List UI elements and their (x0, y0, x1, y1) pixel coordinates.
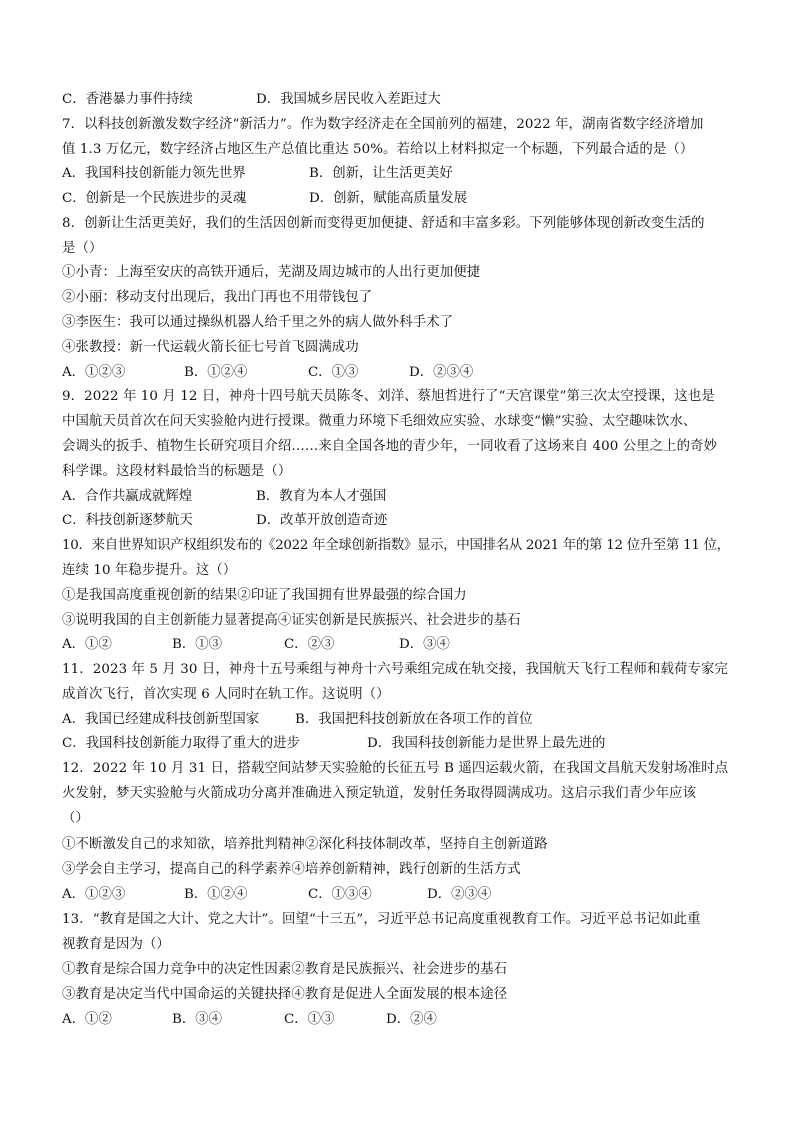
q10-option-a: A．①② (62, 637, 112, 652)
q8-item-1: ①小青：上海至安庆的高铁开通后，芜湖及周边城市的人出行更加便捷 (62, 265, 481, 280)
q8-option-d: D．②③④ (409, 365, 474, 380)
q9-stem-line-2: 中国航天员首次在问天实验舱内进行授课。微重力环境下毛细效应实验、水球变“懒”实验、太空趣味饮水、 (62, 414, 697, 429)
q8-option-b: B．①②④ (184, 365, 248, 380)
q7-stem-line-2: 值 1.3 万亿元，数字经济占地区生产总值比重达 50%。若给以上材料拟定一个标题，下列最合适的是（） (62, 142, 694, 157)
q11-option-a: A．我国已经建成科技创新型国家 (62, 712, 260, 727)
q10-stem-line-2: 连续 10 年稳步提升。这（） (62, 563, 237, 578)
q11-option-c: C．我国科技创新能力取得了重大的进步 (62, 736, 300, 751)
q10-stem-line-1: 10．来自世界知识产权组织发布的《2022 年全球创新指数》显示，中国排名从 2021 年的第 12 位升至第 11 位， (62, 538, 730, 553)
q8-item-3: ③李医生：我可以通过操纵机器人给千里之外的病人做外科手术了 (62, 315, 454, 330)
q9-option-a: A．合作共赢成就辉煌 (62, 489, 193, 504)
q9-option-b: B．教育为本人才强国 (256, 489, 387, 504)
q12-option-c: C．①③④ (308, 887, 372, 902)
q10-item-3-4: ③说明我国的自主创新能力显著提高④证实创新是民族振兴、社会进步的基石 (62, 613, 521, 628)
q12-item-3-4: ③学会自主学习，提高自己的科学素养④培养创新精神，践行创新的生活方式 (62, 862, 521, 877)
q8-stem-line-2: 是（） (62, 241, 103, 256)
q12-stem-line-1: 12．2022 年 10 月 31 日，搭载空间站梦天实验舱的长征五号 B 遥四运载火箭，在我国文昌航天发射场准时点 (62, 761, 729, 776)
q13-option-a: A．①② (62, 1012, 112, 1027)
q7-option-d: D．创新，赋能高质量发展 (309, 191, 468, 206)
q8-item-2: ②小丽：移动支付出现后，我出门再也不用带钱包了 (62, 290, 373, 305)
q12-option-a: A．①②③ (62, 887, 126, 902)
q13-option-b: B．③④ (172, 1012, 223, 1027)
q11-option-b: B．我国把科技创新放在各项工作的首位 (295, 712, 533, 727)
q9-option-c: C．科技创新逐梦航天 (62, 513, 193, 528)
q13-stem-line-1: 13．“教育是国之大计、党之大计”。回望“十三五”，习近平总书记高度重视教育工作。习近平总书记如此重 (62, 912, 701, 927)
q12-stem-line-3: （） (62, 811, 89, 826)
q12-option-d: D．②③④ (427, 887, 492, 902)
q10-item-1-2: ①是我国高度重视创新的结果②印证了我国拥有世界最强的综合国力 (62, 588, 467, 603)
q8-option-a: A．①②③ (62, 365, 126, 380)
q11-stem-line-1: 11．2023 年 5 月 30 日，神舟十五号乘组与神舟十六号乘组完成在轨交接，我国航天飞行工程师和载荷专家完 (62, 662, 728, 677)
q10-option-d: D．③④ (399, 637, 450, 652)
q10-option-c: C．②③ (284, 637, 335, 652)
q7-option-a: A．我国科技创新能力领先世界 (62, 166, 246, 181)
q7-stem-line-1: 7．以科技创新激发数字经济“新活力”。作为数字经济走在全国前列的福建，2022 年，湖南省数字经济增加 (62, 117, 704, 132)
q13-stem-line-2: 视教育是因为（） (62, 937, 170, 952)
q12-item-1-2: ①不断激发自己的求知欲，培养批判精神②深化科技体制改革，坚持自主创新道路 (62, 837, 548, 852)
q13-option-d: D．②④ (386, 1012, 437, 1027)
q9-stem-line-4: 科学课。这段材料最恰当的标题是（） (62, 464, 292, 479)
q12-stem-line-2: 火发射，梦天实验舱与火箭成功分离并准确进入预定轨道，发射任务取得圆满成功。这启示我们青少年应该 (62, 786, 697, 801)
q8-option-c: C．①③ (308, 365, 359, 380)
q11-stem-line-2: 成首次飞行，首次实现 6 人同时在轨工作。这说明（） (62, 687, 390, 702)
q8-item-4: ④张教授：新一代运载火箭长征七号首飞圆满成功 (62, 340, 359, 355)
q12-option-b: B．①②④ (184, 887, 248, 902)
q10-option-b: B．①③ (172, 637, 223, 652)
q13-item-1-2: ①教育是综合国力竞争中的决定性因素②教育是民族振兴、社会进步的基石 (62, 962, 508, 977)
q7-option-b: B．创新，让生活更美好 (309, 166, 453, 181)
q9-stem-line-1: 9．2022 年 10 月 12 日，神舟十四号航天员陈冬、刘洋、蔡旭哲进行了“天宫课堂”第三次太空授课，这也是 (62, 389, 715, 404)
q7-option-c: C．创新是一个民族进步的灵魂 (62, 191, 247, 206)
q9-option-d: D．改革开放创造奇迹 (256, 513, 388, 528)
q6-option-c: C．香港暴力事件持续 (62, 92, 193, 107)
q9-stem-line-3: 会调头的扳手、植物生长研究项目介绍……来自全国各地的青少年，一同收看了这场来自 400 公里之上的奇妙 (62, 439, 718, 454)
q13-item-3-4: ③教育是决定当代中国命运的关键抉择④教育是促进人全面发展的根本途径 (62, 987, 508, 1002)
q6-option-d: D．我国城乡居民收入差距过大 (256, 92, 441, 107)
q8-stem-line-1: 8．创新让生活更美好，我们的生活因创新而变得更加便捷、舒适和丰富多彩。下列能够体现创新改变生活的 (62, 216, 705, 231)
q11-option-d: D．我国科技创新能力是世界上最先进的 (367, 736, 606, 751)
q13-option-c: C．①③ (284, 1012, 335, 1027)
